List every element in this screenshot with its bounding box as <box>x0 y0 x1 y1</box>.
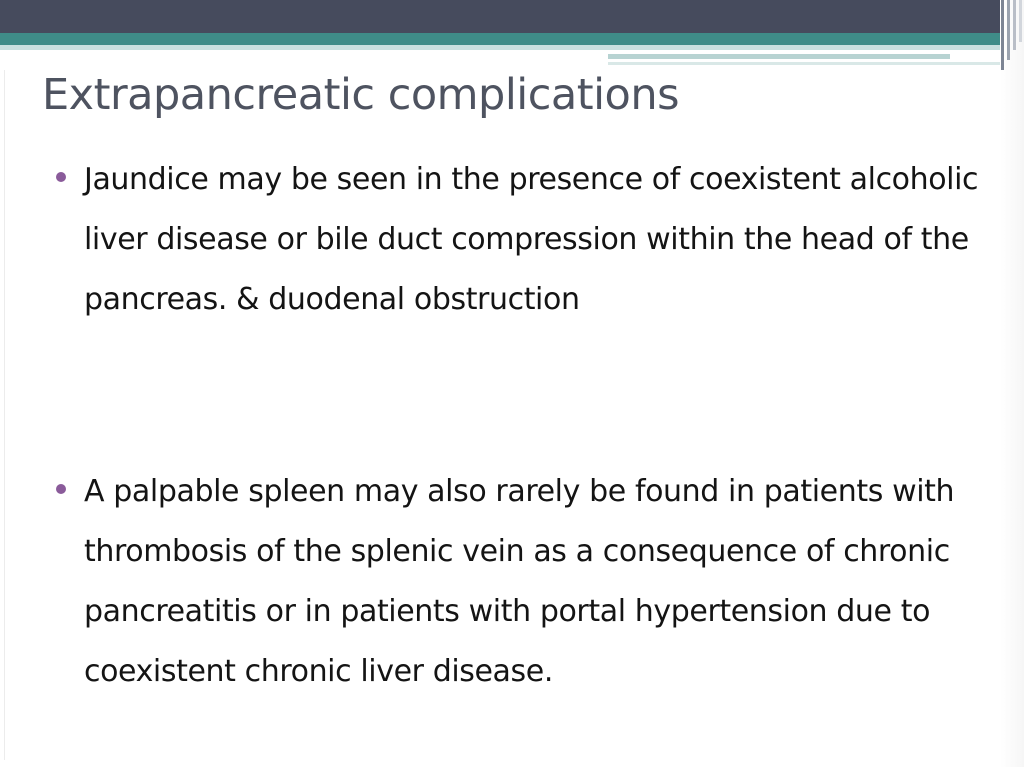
header-bar-teal <box>0 33 1024 45</box>
edge-tab <box>1007 0 1010 60</box>
left-edge-line <box>4 70 5 760</box>
bullet-dot-icon <box>56 484 66 494</box>
bullet-dot-icon <box>56 172 66 182</box>
bullet-text: Jaundice may be seen in the presence of coexistent alcoholic liver disease or bile duct compression within the head of the pancreas. & duodenal obstruction <box>84 162 979 317</box>
edge-tab <box>1013 0 1016 50</box>
header-bar-dark <box>0 0 1024 33</box>
header-bar-light <box>0 45 1024 50</box>
bullet-item <box>52 462 982 702</box>
bullet-text: A palpable spleen may also rarely be found in patients with thrombosis of the splenic vein as a consequence of chronic pancreatitis or in patients with portal hypertension due to coexistent chronic liver disease. <box>84 474 955 689</box>
bullet-list <box>52 150 982 702</box>
edge-tab <box>1001 0 1004 70</box>
slide-title: Extrapancreatic complications <box>42 70 679 120</box>
edge-tab <box>1019 0 1022 42</box>
bullet-item <box>52 150 982 330</box>
right-edge-decoration <box>1000 0 1024 767</box>
header-accent-line <box>608 54 950 59</box>
header-accent-line-secondary <box>608 62 1024 65</box>
